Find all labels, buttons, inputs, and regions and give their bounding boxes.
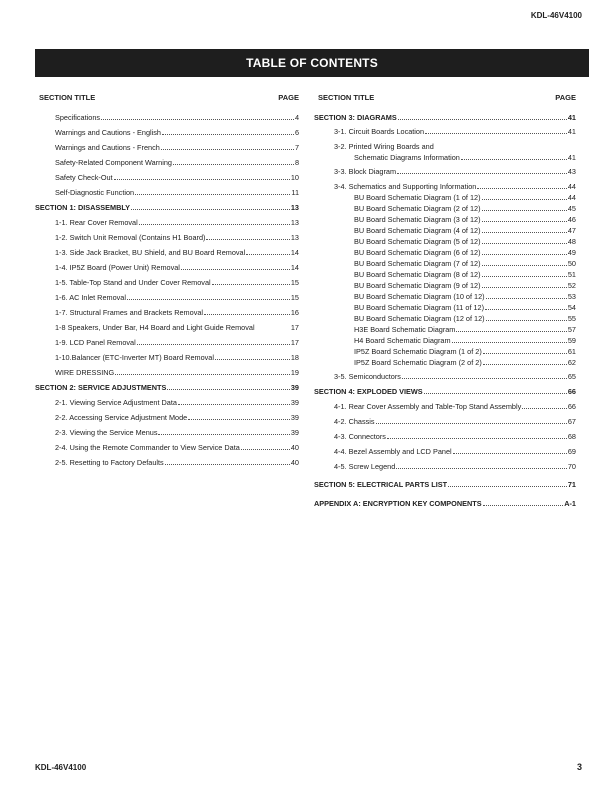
dot-leader bbox=[461, 159, 567, 160]
left-toc-entry bbox=[55, 277, 299, 287]
toc-left-column bbox=[35, 93, 299, 467]
entry-page: 66 bbox=[567, 387, 576, 396]
entry-title: BU Board Schematic Diagram (9 of 12) bbox=[354, 281, 481, 290]
entry-page: 51 bbox=[567, 270, 576, 279]
dot-leader bbox=[204, 314, 290, 315]
entry-page: 67 bbox=[567, 417, 576, 426]
right-toc-entry bbox=[314, 112, 576, 122]
left-toc-entry bbox=[55, 427, 299, 437]
dot-leader bbox=[206, 239, 289, 240]
left-toc-entry bbox=[55, 157, 299, 167]
left-toc-entry bbox=[55, 172, 299, 182]
left-toc-entry bbox=[55, 262, 299, 272]
right-toc-entry bbox=[334, 181, 576, 191]
entry-title: 1-5. Table-Top Stand and Under Cover Removal bbox=[55, 278, 211, 287]
entry-title: 3-1. Circuit Boards Location bbox=[334, 127, 425, 136]
entry-page: 62 bbox=[567, 358, 576, 367]
entry-page: 50 bbox=[567, 259, 576, 268]
entry-title: BU Board Schematic Diagram (4 of 12) bbox=[354, 226, 481, 235]
entry-page: 44 bbox=[567, 182, 576, 191]
entry-title: 1-2. Switch Unit Removal (Contains H1 Board) bbox=[55, 233, 206, 242]
entry-title: BU Board Schematic Diagram (12 of 12) bbox=[354, 314, 485, 323]
dot-leader bbox=[482, 243, 567, 244]
left-toc-entry bbox=[55, 247, 299, 257]
entry-title: 3-3. Block Diagram bbox=[334, 167, 397, 176]
entry-page: 10 bbox=[290, 173, 299, 182]
entry-page: 47 bbox=[567, 226, 576, 235]
entry-title: BU Board Schematic Diagram (6 of 12) bbox=[354, 248, 481, 257]
entry-title: BU Board Schematic Diagram (2 of 12) bbox=[354, 204, 481, 213]
left-toc-entry bbox=[55, 217, 299, 227]
entry-title: H4 Board Schematic Diagram bbox=[354, 336, 451, 345]
dot-leader bbox=[188, 419, 290, 420]
dot-leader bbox=[162, 134, 294, 135]
right-toc-entry bbox=[354, 346, 576, 356]
entry-page: 69 bbox=[567, 447, 576, 456]
entry-page: 48 bbox=[567, 237, 576, 246]
page-number: 3 bbox=[576, 762, 582, 772]
left-toc-entry bbox=[55, 307, 299, 317]
entry-page: 4 bbox=[294, 113, 299, 122]
entry-page: 41 bbox=[567, 153, 576, 162]
dot-leader bbox=[135, 194, 290, 195]
dot-leader bbox=[178, 404, 290, 405]
entry-page: 13 bbox=[290, 233, 299, 242]
entry-page: 61 bbox=[567, 347, 576, 356]
section-title-heading: SECTION TITLE bbox=[39, 93, 96, 102]
dot-leader bbox=[522, 408, 567, 409]
entry-page: 43 bbox=[567, 167, 576, 176]
entry-title: H3E Board Schematic Diagram bbox=[354, 325, 456, 334]
dot-leader bbox=[127, 299, 290, 300]
dot-leader bbox=[486, 298, 567, 299]
entry-title: IP5Z Board Schematic Diagram (1 of 2) bbox=[354, 347, 482, 356]
right-toc-entry bbox=[354, 269, 576, 279]
dot-leader bbox=[139, 224, 290, 225]
dot-leader bbox=[165, 464, 290, 465]
right-toc-entry bbox=[354, 357, 576, 367]
right-toc-entry bbox=[334, 401, 576, 411]
dot-leader bbox=[115, 374, 290, 375]
entry-page: 18 bbox=[290, 353, 299, 362]
right-toc-entry bbox=[354, 313, 576, 323]
right-toc-entry bbox=[334, 461, 576, 471]
entry-title: BU Board Schematic Diagram (11 of 12) bbox=[354, 303, 485, 312]
model-number-header: KDL-46V4100 bbox=[530, 11, 582, 20]
entry-title: Warnings and Cautions - French bbox=[55, 143, 160, 152]
dot-leader bbox=[215, 359, 290, 360]
dot-leader bbox=[212, 284, 290, 285]
entry-title: 2-4. Using the Remote Commander to View Service Data bbox=[55, 443, 240, 452]
dot-leader bbox=[482, 254, 567, 255]
dot-leader bbox=[137, 344, 290, 345]
right-toc-entry bbox=[354, 258, 576, 268]
dot-leader bbox=[241, 449, 290, 450]
entry-title: 1-3. Side Jack Bracket, BU Shield, and BU Board Removal bbox=[55, 248, 246, 257]
entry-title: 4-1. Rear Cover Assembly and Table-Top Stand Assembly bbox=[334, 402, 522, 411]
entry-title: Safety-Related Component Warning bbox=[55, 158, 172, 167]
entry-page: 49 bbox=[567, 248, 576, 257]
dot-leader bbox=[482, 232, 567, 233]
dot-leader bbox=[376, 423, 567, 424]
dot-leader bbox=[482, 287, 567, 288]
dot-leader bbox=[482, 199, 567, 200]
entry-page: 8 bbox=[294, 158, 299, 167]
entry-title: 1-8 Speakers, Under Bar, H4 Board and Light Guide Removal bbox=[55, 323, 255, 332]
entry-page: 66 bbox=[567, 402, 576, 411]
toc-banner: TABLE OF CONTENTS bbox=[35, 49, 589, 77]
dot-leader bbox=[246, 254, 290, 255]
entry-page: 71 bbox=[567, 480, 576, 489]
left-toc-entry bbox=[55, 367, 299, 377]
entry-title: 3-4. Schematics and Supporting Information bbox=[334, 182, 477, 191]
entry-title: 3-2. Printed Wiring Boards and bbox=[334, 142, 434, 151]
entry-page: 39 bbox=[290, 383, 299, 392]
right-toc-entry bbox=[354, 203, 576, 213]
entry-title: 1-10.Balancer (ETC-Inverter MT) Board Removal bbox=[55, 353, 214, 362]
right-toc-entry bbox=[314, 498, 576, 508]
left-toc-entry bbox=[35, 382, 299, 392]
page-heading: PAGE bbox=[555, 93, 576, 102]
entry-page: 11 bbox=[291, 188, 299, 197]
entry-page: 41 bbox=[567, 127, 576, 136]
entry-page: 55 bbox=[567, 314, 576, 323]
entry-page: 54 bbox=[567, 303, 576, 312]
entry-page: 14 bbox=[290, 263, 299, 272]
entry-page: 40 bbox=[290, 458, 299, 467]
entry-title: SECTION 5: ELECTRICAL PARTS LIST bbox=[314, 480, 448, 489]
right-toc-entry bbox=[354, 280, 576, 290]
dot-leader bbox=[482, 221, 567, 222]
toc-right-column bbox=[314, 93, 576, 508]
dot-leader bbox=[181, 269, 290, 270]
dot-leader bbox=[482, 265, 567, 266]
entry-title: IP5Z Board Schematic Diagram (2 of 2) bbox=[354, 358, 482, 367]
entry-page: 14 bbox=[290, 248, 299, 257]
left-toc-entry bbox=[55, 457, 299, 467]
entry-title: Specifications bbox=[55, 113, 101, 122]
entry-title: 2-3. Viewing the Service Menus bbox=[55, 428, 158, 437]
dot-leader bbox=[114, 179, 290, 180]
entry-title: 2-5. Resetting to Factory Defaults bbox=[55, 458, 164, 467]
entry-title: 2-2. Accessing Service Adjustment Mode bbox=[55, 413, 188, 422]
dot-leader bbox=[101, 119, 294, 120]
left-toc-entry bbox=[55, 352, 299, 362]
right-toc-entry bbox=[354, 324, 576, 334]
right-toc-entry bbox=[334, 126, 576, 136]
entry-title: 2-1. Viewing Service Adjustment Data bbox=[55, 398, 177, 407]
right-toc-entry bbox=[354, 192, 576, 202]
entry-title: 4-5. Screw Legend bbox=[334, 462, 396, 471]
dot-leader bbox=[158, 434, 289, 435]
left-toc-entry bbox=[55, 112, 299, 122]
left-toc-entry bbox=[55, 187, 299, 197]
entry-title: 1-1. Rear Cover Removal bbox=[55, 218, 138, 227]
entry-page: 44 bbox=[567, 193, 576, 202]
dot-leader bbox=[456, 331, 566, 332]
dot-leader bbox=[397, 173, 567, 174]
dot-leader bbox=[398, 119, 567, 120]
dot-leader bbox=[486, 320, 567, 321]
entry-title: BU Board Schematic Diagram (1 of 12) bbox=[354, 193, 481, 202]
left-toc-entry bbox=[55, 127, 299, 137]
entry-title: SECTION 1: DISASSEMBLY bbox=[35, 203, 131, 212]
right-toc-entry bbox=[334, 446, 576, 456]
dot-leader bbox=[453, 453, 567, 454]
entry-page: 39 bbox=[290, 428, 299, 437]
right-toc-entry bbox=[354, 214, 576, 224]
right-column-header bbox=[314, 93, 576, 107]
right-toc-entry bbox=[354, 236, 576, 246]
entry-title: SECTION 2: SERVICE ADJUSTMENTS bbox=[35, 383, 167, 392]
left-column-header bbox=[35, 93, 299, 107]
dot-leader bbox=[161, 149, 294, 150]
entry-page: 40 bbox=[290, 443, 299, 452]
dot-leader bbox=[131, 209, 290, 210]
dot-leader bbox=[402, 378, 567, 379]
entry-title: BU Board Schematic Diagram (5 of 12) bbox=[354, 237, 481, 246]
entry-title: BU Board Schematic Diagram (3 of 12) bbox=[354, 215, 481, 224]
entry-page: 13 bbox=[290, 203, 299, 212]
entry-title: 1-7. Structural Frames and Brackets Removal bbox=[55, 308, 204, 317]
right-toc-entry bbox=[354, 152, 576, 162]
entry-page: 13 bbox=[290, 218, 299, 227]
entry-page: 41 bbox=[567, 113, 576, 122]
dot-leader bbox=[482, 276, 567, 277]
entry-title: SECTION 4: EXPLODED VIEWS bbox=[314, 387, 423, 396]
entry-page: 39 bbox=[290, 398, 299, 407]
right-toc-entry bbox=[334, 166, 576, 176]
right-toc-entry bbox=[314, 479, 576, 489]
entry-page: 19 bbox=[290, 368, 299, 377]
model-number-footer: KDL-46V4100 bbox=[35, 763, 87, 772]
dot-leader bbox=[425, 133, 567, 134]
entry-page: 45 bbox=[567, 204, 576, 213]
dot-leader bbox=[424, 393, 567, 394]
entry-title: 1-4. IP5Z Board (Power Unit) Removal bbox=[55, 263, 180, 272]
dot-leader bbox=[483, 505, 564, 506]
entry-title: Safety Check-Out bbox=[55, 173, 113, 182]
left-toc-entry bbox=[55, 322, 299, 332]
left-toc-entry bbox=[55, 397, 299, 407]
entry-title: Schematic Diagrams Information bbox=[354, 153, 460, 162]
entry-page: 70 bbox=[567, 462, 576, 471]
entry-page: 57 bbox=[567, 325, 576, 334]
entry-title: BU Board Schematic Diagram (10 of 12) bbox=[354, 292, 485, 301]
dot-leader bbox=[452, 342, 567, 343]
entry-title: 1-6. AC Inlet Removal bbox=[55, 293, 126, 302]
left-toc-entry bbox=[55, 412, 299, 422]
entry-title: BU Board Schematic Diagram (7 of 12) bbox=[354, 259, 481, 268]
left-toc-entry bbox=[55, 142, 299, 152]
entry-page: 59 bbox=[567, 336, 576, 345]
entry-page: 7 bbox=[294, 143, 299, 152]
left-toc-entry bbox=[55, 337, 299, 347]
dot-leader bbox=[387, 438, 567, 439]
entry-title: APPENDIX A: ENCRYPTION KEY COMPONENTS bbox=[314, 499, 482, 508]
entry-page: 6 bbox=[294, 128, 299, 137]
entry-page: 68 bbox=[567, 432, 576, 441]
dot-leader bbox=[396, 468, 567, 469]
entry-title: 1-9. LCD Panel Removal bbox=[55, 338, 136, 347]
entry-title: BU Board Schematic Diagram (8 of 12) bbox=[354, 270, 481, 279]
entry-page: 53 bbox=[567, 292, 576, 301]
right-toc-entry bbox=[334, 141, 576, 151]
dot-leader bbox=[485, 309, 567, 310]
right-toc-entry bbox=[354, 225, 576, 235]
entry-page: 39 bbox=[290, 413, 299, 422]
entry-title: Warnings and Cautions - English bbox=[55, 128, 161, 137]
right-toc-entry bbox=[354, 302, 576, 312]
dot-leader bbox=[483, 353, 567, 354]
entry-page: 15 bbox=[290, 293, 299, 302]
entry-title: 4-3. Connectors bbox=[334, 432, 386, 441]
entry-title: 3-5. Semiconductors bbox=[334, 372, 401, 381]
right-toc-entry bbox=[334, 371, 576, 381]
dot-leader bbox=[477, 188, 567, 189]
dot-leader bbox=[448, 486, 567, 487]
dot-leader bbox=[173, 164, 294, 165]
entry-title: 4-2. Chassis bbox=[334, 417, 375, 426]
right-toc-entry bbox=[354, 291, 576, 301]
entry-page: 16 bbox=[290, 308, 299, 317]
entry-page: A-1 bbox=[564, 499, 576, 508]
right-toc-entry bbox=[334, 416, 576, 426]
left-toc-entry bbox=[55, 292, 299, 302]
left-toc-entry bbox=[35, 202, 299, 212]
entry-title: 4-4. Bezel Assembly and LCD Panel bbox=[334, 447, 452, 456]
left-toc-entry bbox=[55, 442, 299, 452]
entry-page: 65 bbox=[567, 372, 576, 381]
right-toc-entry bbox=[334, 431, 576, 441]
dot-leader bbox=[482, 210, 567, 211]
entry-title: Self-Diagnostic Function bbox=[55, 188, 135, 197]
right-toc-entry bbox=[314, 386, 576, 396]
entry-page: 15 bbox=[290, 278, 299, 287]
entry-page: 17 bbox=[290, 338, 299, 347]
entry-page: 46 bbox=[567, 215, 576, 224]
page-heading: PAGE bbox=[278, 93, 299, 102]
entry-title: SECTION 3: DIAGRAMS bbox=[314, 113, 397, 122]
entry-page: 52 bbox=[567, 281, 576, 290]
entry-page: 17 bbox=[290, 323, 299, 332]
section-title-heading: SECTION TITLE bbox=[318, 93, 375, 102]
entry-title: WIRE DRESSING bbox=[55, 368, 115, 377]
dot-leader bbox=[167, 389, 290, 390]
right-toc-entry bbox=[354, 335, 576, 345]
dot-leader bbox=[483, 364, 567, 365]
right-toc-entry bbox=[354, 247, 576, 257]
left-toc-entry bbox=[55, 232, 299, 242]
